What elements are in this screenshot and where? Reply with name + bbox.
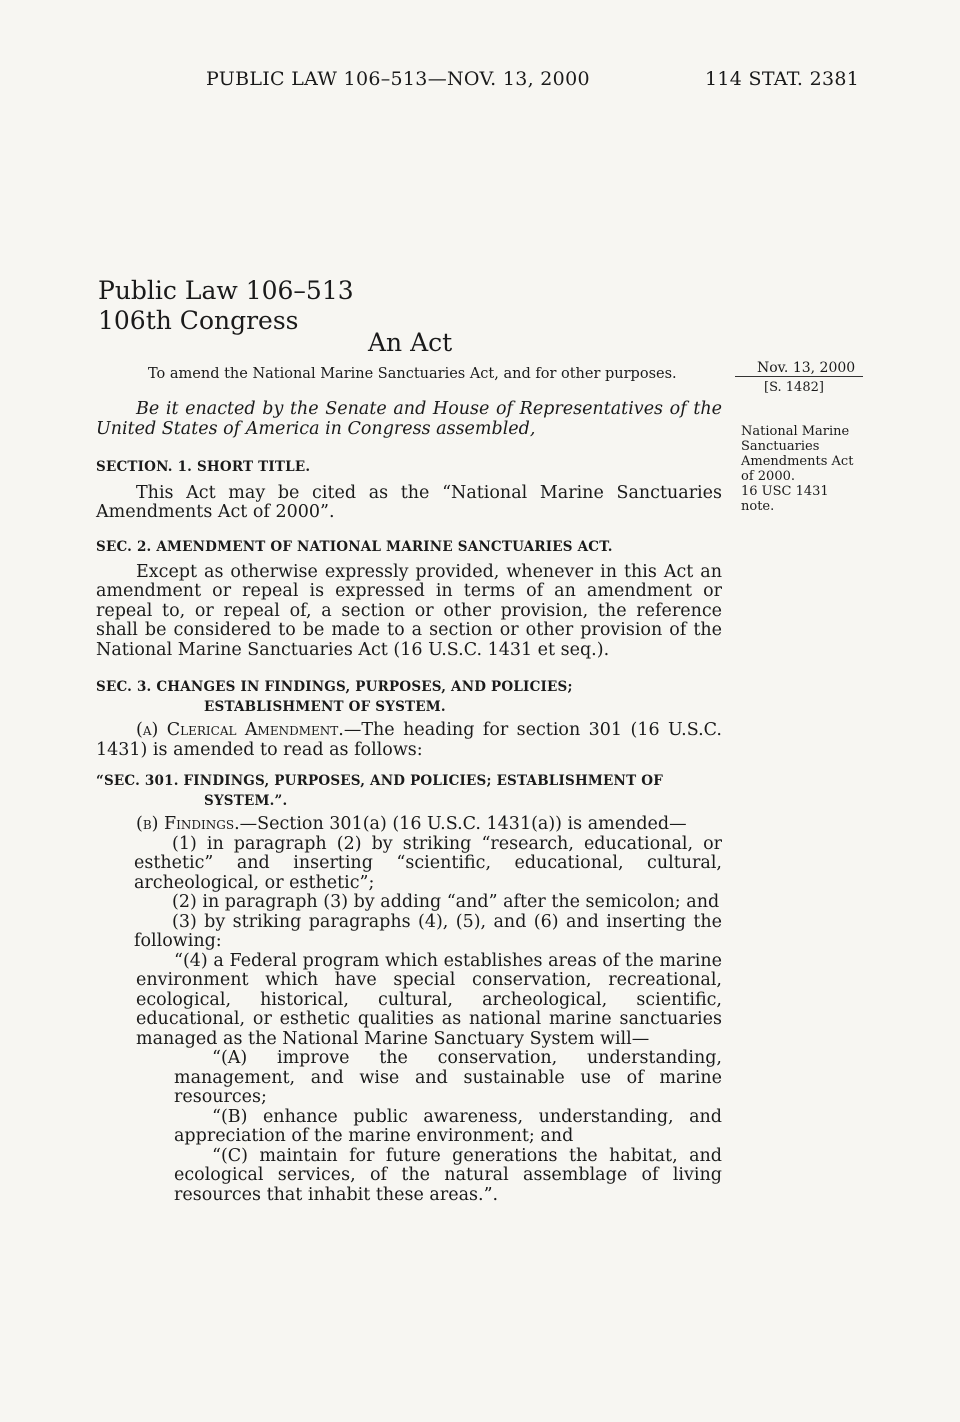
subsection-b-label: (b) Findings. <box>136 814 240 834</box>
paragraph-3: (3) by striking paragraphs (4), (5), and (6) and inserting the following: <box>134 911 722 951</box>
quoted-heading-line2: SYSTEM.”. <box>204 792 288 809</box>
section-2 <box>96 538 722 660</box>
congress-number: 106th Congress <box>98 306 299 335</box>
margin-date: Nov. 13, 2000 <box>757 360 856 376</box>
margin-bill-number: [S. 1482] <box>764 380 824 395</box>
margin-note-line: of 2000. <box>741 469 795 484</box>
subsection-b-text: —Section 301(a) (16 U.S.C. 1431(a)) is amended— <box>239 814 687 834</box>
quoted-paragraph-4: “(4) a Federal program which establishes areas of the marine environment which have special conservation, recreational, ecological, historical, cultural, archeological, scientific, educational, or esthetic qualities as national marine sanctuaries managed as the National Marine Sanctuary System will— <box>136 950 722 1049</box>
subsection-a <box>96 721 722 760</box>
section-3-heading-line2: ESTABLISHMENT OF SYSTEM. <box>204 698 446 715</box>
act-label: An Act <box>368 328 453 357</box>
quoted-subparagraph-b: “(B) enhance public awareness, understanding, and appreciation of the marine environment; and <box>174 1106 722 1146</box>
subsection-a-label: (a) Clerical Amendment. <box>136 720 344 740</box>
margin-note-line: Amendments Act <box>741 454 854 469</box>
section-3 <box>96 678 722 1205</box>
quoted-subparagraph-c: “(C) maintain for future generations the habitat, and ecological services, of the natural assemblage of living resources that inhabit these areas.”. <box>174 1145 722 1205</box>
act-purpose: To amend the National Marine Sanctuaries Act, and for other purposes. <box>148 366 677 382</box>
section-2-heading: SEC. 2. AMENDMENT OF NATIONAL MARINE SANCTUARIES ACT. <box>96 539 613 555</box>
subsection-b <box>96 815 722 835</box>
enacting-clause <box>96 400 722 439</box>
law-number: Public Law 106–513 <box>98 276 354 305</box>
margin-note <box>741 424 866 514</box>
running-header-left: PUBLIC LAW 106–513—NOV. 13, 2000 <box>206 68 590 90</box>
subsection-a-text: —The heading for section 301 (16 U.S.C. 1431) is amended to read as follows: <box>96 720 722 760</box>
enacting-clause-text: Be it enacted by the Senate and House of Representatives of the United States of America in Congress assembled, <box>96 399 722 439</box>
section-1-text: This Act may be cited as the “National Marine Sanctuaries Amendments Act of 2000”. <box>96 482 722 522</box>
paragraph-2: (2) in paragraph (3) by adding “and” after the semicolon; and <box>172 892 720 912</box>
margin-note-line: 16 USC 1431 <box>741 484 829 499</box>
section-1-heading: SECTION. 1. SHORT TITLE. <box>96 459 311 475</box>
margin-note-line: note. <box>741 499 775 514</box>
section-2-text: Except as otherwise expressly provided, whenever in this Act an amendment or repeal is expressed in terms of an amendment or repeal to, or repeal of, a section or other provision, the reference shall be considered to be made to a section or other provision of the National Marine Sanctuaries Act (16 U.S.C. 1431 et seq.). <box>96 561 722 660</box>
margin-note-line: National Marine <box>741 424 850 439</box>
paragraph-1: (1) in paragraph (2) by striking “research, educational, or esthetic” and inserting “scientific, educational, cultural, archeological, or esthetic”; <box>134 833 722 893</box>
section-1 <box>96 458 722 523</box>
quoted-subparagraph-a: “(A) improve the conservation, understanding, management, and wise and sustainable use of marine resources; <box>174 1048 722 1107</box>
quoted-heading-line1: “SEC. 301. FINDINGS, PURPOSES, AND POLICIES; ESTABLISHMENT OF <box>96 773 663 789</box>
running-header-right: 114 STAT. 2381 <box>705 68 860 90</box>
margin-rule <box>735 376 863 377</box>
margin-note-line: Sanctuaries <box>741 439 820 454</box>
law-title <box>98 276 354 336</box>
section-3-heading-line1: SEC. 3. CHANGES IN FINDINGS, PURPOSES, AND POLICIES; <box>96 679 573 695</box>
